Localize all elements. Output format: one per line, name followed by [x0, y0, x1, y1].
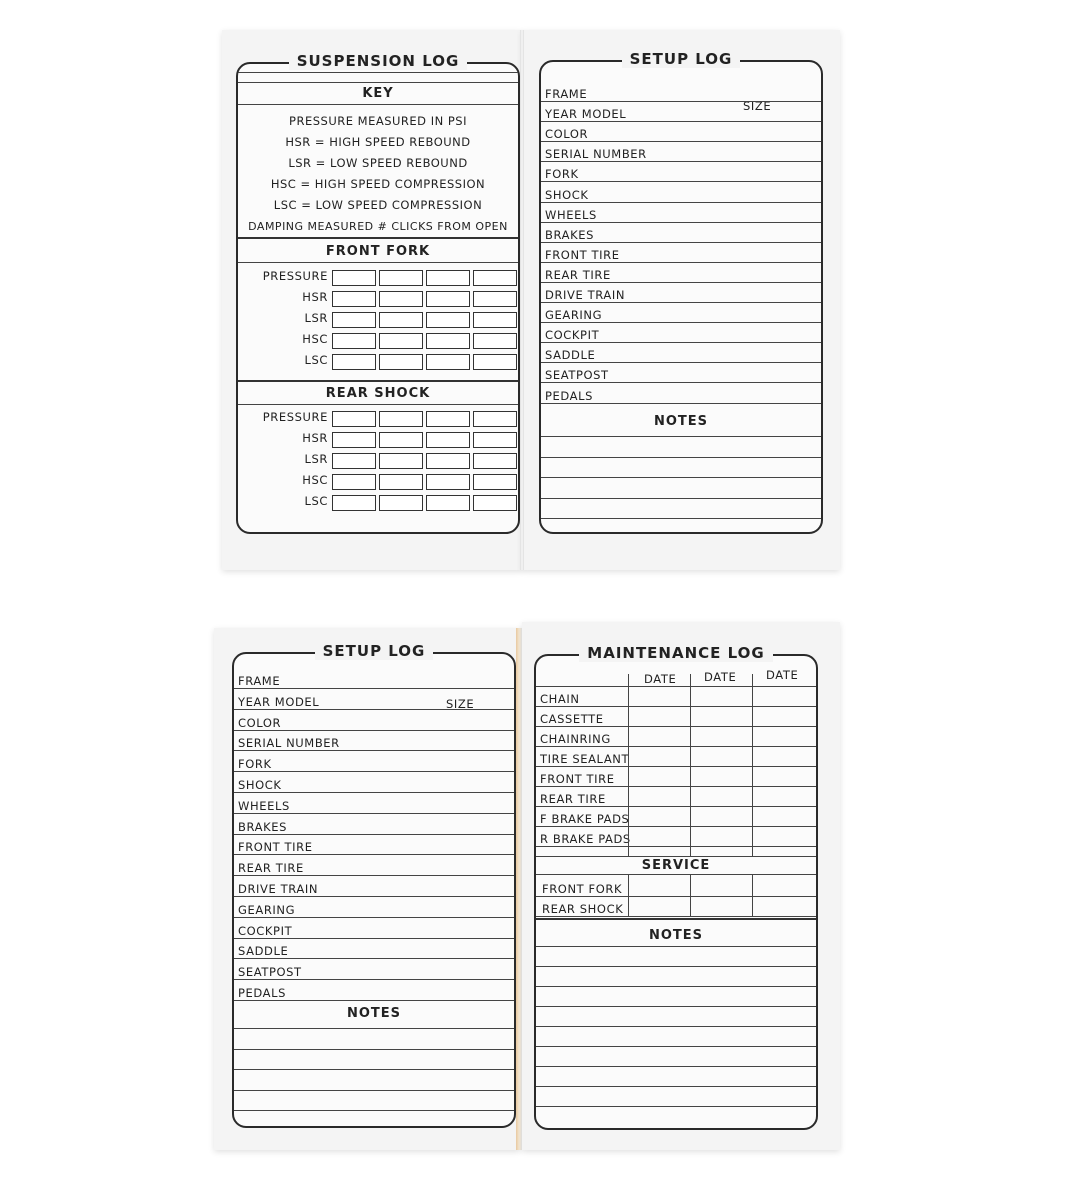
maintenance-item-label: R BRAKE PADS — [540, 832, 631, 846]
setup-field-line — [234, 688, 514, 689]
setup-field-label: SADDLE — [238, 944, 289, 959]
maintenance-row-line — [536, 846, 816, 847]
key-line: LSR = LOW SPEED REBOUND — [288, 156, 468, 170]
grid-cell — [426, 270, 470, 286]
setup-field-line — [541, 382, 821, 383]
grid-cell — [426, 432, 470, 448]
grid-cell — [426, 474, 470, 490]
maintenance-item-label: F BRAKE PADS — [540, 812, 630, 826]
maintenance-row-line — [536, 706, 816, 707]
grid-cell — [473, 411, 517, 427]
setup-field-label: SEATPOST — [238, 965, 302, 980]
setup-field-line — [541, 202, 821, 203]
maintenance-item-label: CHAIN — [540, 692, 580, 706]
service-column-line — [752, 874, 753, 916]
front-fork-title: FRONT FORK — [325, 244, 431, 259]
service-header-line — [536, 874, 816, 875]
notes-line — [536, 986, 816, 987]
grid-cell — [379, 333, 423, 349]
maintenance-header-line — [536, 686, 816, 687]
setup-field-label: COLOR — [545, 127, 589, 142]
notes-line — [536, 1046, 816, 1047]
setup-field-label: GEARING — [238, 902, 296, 917]
setup-field-label: GEARING — [545, 308, 603, 323]
notes-line — [234, 1049, 514, 1050]
setup-field-line — [234, 979, 514, 980]
notes-line — [536, 1066, 816, 1067]
notes-line — [536, 966, 816, 967]
setup-field-label: REAR TIRE — [545, 267, 611, 282]
notes-separator — [536, 918, 816, 920]
shock-row-label: HSR — [302, 431, 328, 445]
fork-row-label: LSR — [304, 311, 328, 325]
grid-cell — [379, 291, 423, 307]
maintenance-item-label: CASSETTE — [540, 712, 604, 726]
grid-cell — [426, 453, 470, 469]
maintenance-notes-title: NOTES — [648, 928, 704, 943]
notes-line — [536, 1106, 816, 1107]
grid-cell — [379, 432, 423, 448]
notes-line — [234, 1028, 514, 1029]
setup-field-label: SERIAL NUMBER — [238, 736, 340, 751]
setup-field-line — [234, 958, 514, 959]
maintenance-item-label: REAR TIRE — [540, 792, 606, 806]
setup-field-label: YEAR MODEL — [238, 694, 320, 709]
notes-line — [541, 457, 821, 458]
grid-cell — [426, 354, 470, 370]
setup-field-label: PEDALS — [545, 388, 594, 403]
grid-cell — [379, 354, 423, 370]
grid-cell — [473, 312, 517, 328]
maintenance-item-label: FRONT TIRE — [540, 772, 615, 786]
grid-cell — [473, 495, 517, 511]
maintenance-item-label: CHAINRING — [540, 732, 611, 746]
setup-field-line — [234, 709, 514, 710]
service-column-line — [628, 874, 629, 916]
shock-row-label: LSR — [304, 452, 328, 466]
grid-cell — [473, 291, 517, 307]
maintenance-item-label: TIRE SEALANT — [540, 752, 630, 766]
suspension-log-title: SUSPENSION LOG — [289, 52, 468, 70]
setup-log-title: SETUP LOG — [622, 50, 741, 68]
grid-cell — [473, 270, 517, 286]
key-line: LSC = LOW SPEED COMPRESSION — [273, 198, 483, 212]
date-label: DATE — [704, 670, 737, 684]
notes-line — [541, 498, 821, 499]
fork-row-label: LSC — [304, 353, 328, 367]
bottom-spine — [516, 628, 522, 1150]
setup-field-line — [541, 403, 821, 404]
setup-field-line — [234, 938, 514, 939]
setup-field-line — [234, 792, 514, 793]
grid-cell — [426, 333, 470, 349]
notes-line — [536, 1006, 816, 1007]
maintenance-row-line — [536, 806, 816, 807]
setup-field-label: FRAME — [238, 674, 281, 688]
setup-field-line — [541, 302, 821, 303]
grid-cell — [379, 453, 423, 469]
setup-field-label: BRAKES — [238, 819, 287, 834]
grid-cell — [379, 270, 423, 286]
setup-field-label: COCKPIT — [545, 328, 600, 343]
setup-field-line — [541, 181, 821, 182]
grid-cell — [332, 453, 376, 469]
grid-cell — [332, 291, 376, 307]
service-item-label: FRONT FORK — [542, 882, 623, 896]
setup-log-box-bottom — [232, 642, 516, 1128]
setup-field-line — [541, 121, 821, 122]
setup-field-line — [541, 101, 821, 102]
key-line: PRESSURE MEASURED IN PSI — [289, 114, 467, 128]
key-line: DAMPING MEASURED # CLICKS FROM OPEN — [248, 220, 508, 233]
grid-cell — [332, 312, 376, 328]
grid-cell — [426, 411, 470, 427]
grid-cell — [473, 432, 517, 448]
setup-field-line — [234, 771, 514, 772]
grid-cell — [332, 474, 376, 490]
grid-cell — [332, 495, 376, 511]
notes-line — [541, 477, 821, 478]
setup-field-label: SADDLE — [545, 348, 596, 363]
grid-cell — [379, 474, 423, 490]
fork-row-label: HSR — [302, 290, 328, 304]
key-line: HSC = HIGH SPEED COMPRESSION — [270, 177, 486, 191]
setup-field-line — [541, 282, 821, 283]
setup-field-label: SHOCK — [238, 778, 282, 792]
grid-cell — [332, 270, 376, 286]
grid-cell — [332, 354, 376, 370]
setup-field-line — [234, 854, 514, 855]
setup-field-line — [234, 813, 514, 814]
setup-field-label: COLOR — [238, 715, 282, 730]
notes-line — [536, 1026, 816, 1027]
setup-field-label: WHEELS — [238, 798, 290, 813]
grid-cell — [473, 474, 517, 490]
setup-field-line — [234, 896, 514, 897]
date-label: DATE — [644, 672, 677, 686]
notes-line — [541, 436, 821, 437]
setup-field-line — [541, 161, 821, 162]
setup-field-label: DRIVE TRAIN — [545, 288, 626, 302]
service-column-line — [690, 874, 691, 916]
notes-line — [234, 1069, 514, 1070]
maintenance-log-box — [534, 644, 818, 1130]
setup-field-line — [541, 222, 821, 223]
maintenance-column-line — [690, 674, 691, 856]
maintenance-row-line — [536, 726, 816, 727]
grid-cell — [332, 333, 376, 349]
setup-field-line — [541, 342, 821, 343]
setup-field-label: FRAME — [545, 87, 588, 101]
setup-field-label: FORK — [238, 757, 272, 772]
maintenance-row-line — [536, 786, 816, 787]
grid-cell — [426, 291, 470, 307]
grid-cell — [426, 312, 470, 328]
size-label: SIZE — [446, 697, 475, 711]
grid-cell — [426, 495, 470, 511]
setup-field-label: SHOCK — [545, 187, 589, 202]
setup-field-line — [541, 242, 821, 243]
maintenance-row-line — [536, 766, 816, 767]
setup-field-line — [234, 875, 514, 876]
service-title: SERVICE — [641, 858, 711, 873]
grid-cell — [379, 312, 423, 328]
date-label: DATE — [766, 668, 799, 682]
setup-field-label: SERIAL NUMBER — [545, 147, 647, 162]
grid-cell — [473, 354, 517, 370]
grid-cell — [473, 333, 517, 349]
top-spine — [520, 30, 524, 570]
service-top-line — [536, 856, 816, 857]
shock-row-label: PRESSURE — [262, 410, 328, 424]
notes-line — [234, 1090, 514, 1091]
setup-field-line — [234, 917, 514, 918]
setup-field-label: FRONT TIRE — [238, 840, 313, 855]
size-label: SIZE — [743, 99, 772, 113]
setup-field-label: YEAR MODEL — [545, 107, 627, 122]
setup-field-line — [234, 1000, 514, 1001]
setup-field-label: PEDALS — [238, 986, 287, 1000]
setup-field-label: SEATPOST — [545, 368, 609, 383]
maintenance-row-line — [536, 826, 816, 827]
setup-field-label: FRONT TIRE — [545, 247, 620, 262]
maintenance-row-line — [536, 746, 816, 747]
setup-field-label: FORK — [545, 167, 579, 182]
grid-cell — [473, 453, 517, 469]
setup-field-label: REAR TIRE — [238, 861, 304, 876]
fork-row-label: PRESSURE — [262, 269, 328, 283]
service-row-line — [536, 916, 816, 917]
notes-line — [234, 1110, 514, 1111]
rear-shock-title: REAR SHOCK — [325, 386, 431, 401]
shock-row-label: HSC — [302, 473, 328, 487]
notes-line — [536, 1086, 816, 1087]
setup-field-label: WHEELS — [545, 207, 597, 222]
setup-log-title: SETUP LOG — [315, 642, 434, 660]
suspension-log-box — [236, 52, 520, 534]
grid-cell — [332, 432, 376, 448]
key-title: KEY — [362, 86, 394, 101]
grid-cell — [379, 495, 423, 511]
setup-field-line — [234, 750, 514, 751]
setup-field-line — [541, 141, 821, 142]
key-line: HSR = HIGH SPEED REBOUND — [285, 135, 471, 149]
grid-cell — [379, 411, 423, 427]
service-item-label: REAR SHOCK — [542, 902, 624, 916]
shock-row-label: LSC — [304, 494, 328, 508]
setup-log-box-top — [539, 50, 823, 534]
setup-field-label: BRAKES — [545, 227, 594, 242]
setup-field-line — [234, 730, 514, 731]
setup-field-line — [541, 322, 821, 323]
notes-line — [536, 946, 816, 947]
setup-field-label: COCKPIT — [238, 923, 293, 938]
fork-row-label: HSC — [302, 332, 328, 346]
notes-line — [541, 518, 821, 519]
maintenance-column-line — [752, 674, 753, 856]
grid-cell — [332, 411, 376, 427]
service-row-line — [536, 896, 816, 897]
maintenance-column-line — [628, 674, 629, 856]
setup-field-line — [541, 262, 821, 263]
setup-notes-title: NOTES — [346, 1006, 402, 1021]
setup-field-line — [541, 362, 821, 363]
setup-notes-title: NOTES — [653, 414, 709, 429]
maintenance-log-title: MAINTENANCE LOG — [579, 644, 772, 662]
setup-field-label: DRIVE TRAIN — [238, 882, 319, 896]
setup-field-line — [234, 834, 514, 835]
